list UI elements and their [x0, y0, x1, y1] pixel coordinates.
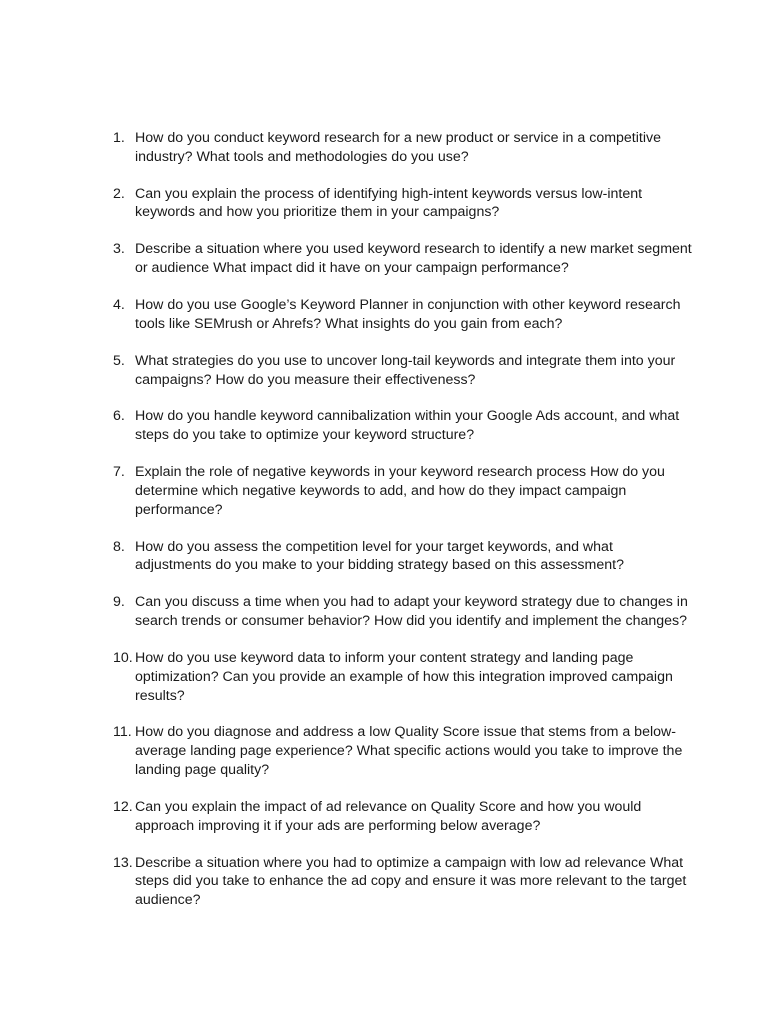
question-item-11	[113, 723, 693, 779]
question-item-2	[113, 185, 693, 223]
question-number: 8.	[113, 538, 125, 555]
question-item-12	[113, 798, 693, 836]
question-text: How do you conduct keyword research for a new product or service in a competitive industry? What tools and methodologies do you use?	[135, 130, 661, 165]
question-item-6	[113, 407, 693, 445]
question-text: Describe a situation where you had to optimize a campaign with low ad relevance What steps did you take to enhance the ad copy and ensure it was more relevant to the target audience?	[135, 854, 687, 909]
question-text: Describe a situation where you used keyword research to identify a new market segment or audience What impact did it have on your campaign performance?	[135, 241, 692, 277]
question-item-4	[113, 296, 693, 334]
question-item-10	[113, 649, 693, 705]
question-text: How do you diagnose and address a low Quality Score issue that stems from a below-average landing page experience? What specific actions would you take to improve the landing page quality?	[135, 724, 683, 779]
question-text: Can you explain the process of identifying high-intent keywords versus low-intent keywords and how you prioritize them in your campaigns?	[135, 185, 643, 221]
question-item-8	[113, 538, 693, 576]
question-item-3	[113, 240, 693, 278]
question-number: 3.	[113, 241, 125, 258]
question-number: 5.	[113, 352, 125, 369]
question-number: 2.	[113, 185, 125, 202]
question-text: How do you use keyword data to inform your content strategy and landing page optimization? Can you provide an example of how this integration improved campaign results?	[135, 649, 673, 704]
question-text: Explain the role of negative keywords in your keyword research process How do you determine which negative keywords to add, and how do they impact campaign performance?	[135, 464, 665, 518]
question-text: Can you discuss a time when you had to adapt your keyword strategy due to changes in search trends or consumer behavior? How did you identify and implement the changes?	[135, 594, 688, 630]
question-item-9	[113, 593, 693, 631]
question-number: 6.	[113, 408, 125, 425]
question-number: 12.	[113, 798, 133, 815]
question-text: How do you handle keyword cannibalization within your Google Ads account, and what steps do you take to optimize your keyword structure?	[135, 408, 680, 444]
question-number: 11.	[113, 724, 132, 741]
question-number: 10.	[113, 649, 133, 666]
question-number: 4.	[113, 297, 125, 314]
question-text: Can you explain the impact of ad relevance on Quality Score and how you would approach improving it if your ads are performing below average?	[135, 798, 642, 834]
question-item-13	[113, 854, 693, 910]
question-number: 9.	[113, 594, 125, 611]
question-text: How do you assess the competition level for your target keywords, and what adjustments do you make to your bidding strategy based on this assessment?	[135, 538, 624, 574]
question-item-1	[113, 129, 693, 167]
question-number: 1.	[113, 130, 125, 146]
question-text: How do you use Google’s Keyword Planner in conjunction with other keyword research tools like SEMrush or Ahrefs? What insights do you gain from each?	[135, 297, 681, 332]
question-item-5	[113, 352, 693, 390]
question-list	[113, 129, 693, 928]
question-item-7	[113, 463, 693, 519]
question-text: What strategies do you use to uncover long-tail keywords and integrate them into your campaigns? How do you measure their effectiveness?	[135, 352, 676, 388]
question-number: 7.	[113, 464, 125, 481]
question-number: 13.	[113, 854, 133, 871]
